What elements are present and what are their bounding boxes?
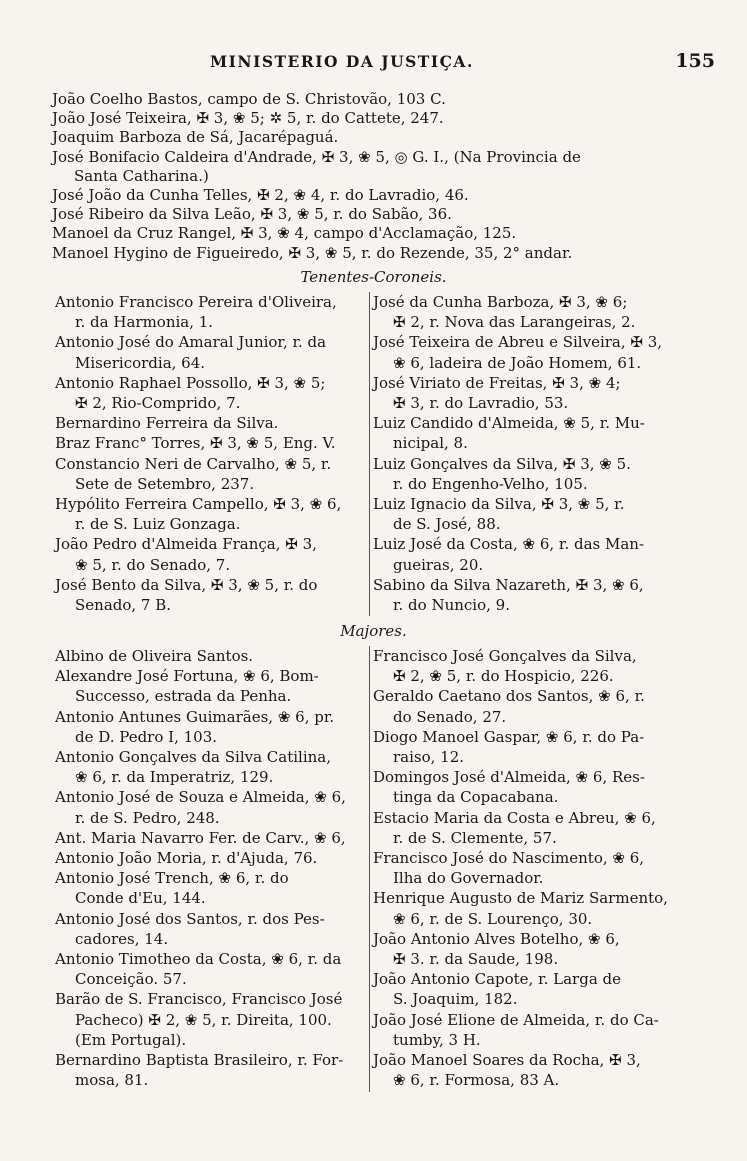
list-entry: Misericordia, 64.	[75, 353, 206, 372]
list-entry: Pacheco) ✠ 2, ❀ 5, r. Direita, 100.	[75, 1010, 332, 1029]
list-entry: Antonio João Moria, r. d'Ajuda, 76.	[55, 849, 318, 868]
list-entry: gueiras, 20.	[393, 555, 484, 574]
list-entry: José Ribeiro da Silva Leão, ✠ 3, ❀ 5, r. do Sabão, 36.	[52, 205, 452, 224]
list-entry: João Antonio Alves Botelho, ❀ 6,	[373, 929, 620, 948]
list-entry: João José Teixeira, ✠ 3, ❀ 5; ✲ 5, r. do Cattete, 247.	[52, 109, 444, 128]
list-entry: ❀ 6, ladeira de João Homem, 61.	[393, 353, 642, 372]
list-entry: de S. José, 88.	[393, 515, 501, 534]
list-entry: ✠ 2, ❀ 5, r. do Hospicio, 226.	[393, 667, 614, 686]
list-entry: tinga da Copacabana.	[393, 788, 559, 807]
list-entry: Alexandre José Fortuna, ❀ 6, Bom-	[55, 667, 319, 686]
list-entry: Constancio Neri de Carvalho, ❀ 5, r.	[55, 454, 332, 473]
list-entry: Domingos José d'Almeida, ❀ 6, Res-	[373, 768, 645, 787]
list-entry: José Bonifacio Caldeira d'Andrade, ✠ 3, ❀ 5, ◎ G. I., (Na Provincia de	[52, 147, 581, 166]
right-column	[373, 646, 695, 1090]
section-title-majores: Majores.	[340, 622, 407, 640]
list-entry: João Antonio Capote, r. Larga de	[373, 970, 622, 989]
list-entry: José da Cunha Barboza, ✠ 3, ❀ 6;	[373, 293, 628, 311]
list-entry: ✠ 3. r. da Saude, 198.	[393, 950, 559, 969]
list-entry: r. de S. Pedro, 248.	[75, 808, 220, 827]
page-number: 155	[675, 50, 715, 72]
list-entry: Antonio José de Souza e Almeida, ❀ 6,	[55, 788, 346, 807]
list-entry: Ant. Maria Navarro Fer. de Carv., ❀ 6,	[55, 828, 346, 847]
list-entry: Antonio Timotheo da Costa, ❀ 6, r. da	[55, 950, 342, 969]
list-entry: (Em Portugal).	[75, 1030, 187, 1049]
list-entry: ❀ 6, r. da Imperatriz, 129.	[75, 768, 274, 787]
list-entry: Conde d'Eu, 144.	[75, 889, 206, 908]
list-entry: ✠ 2, r. Nova das Larangeiras, 2.	[393, 313, 636, 332]
column-divider	[369, 646, 370, 1092]
list-entry: João Coelho Bastos, campo de S. Christovão, 103 C.	[52, 90, 446, 108]
list-entry: José João da Cunha Telles, ✠ 2, ❀ 4, r. do Lavradio, 46.	[52, 186, 469, 205]
list-entry: José Bento da Silva, ✠ 3, ❀ 5, r. do	[55, 575, 318, 594]
list-entry: Sabino da Silva Nazareth, ✠ 3, ❀ 6,	[373, 575, 644, 594]
list-entry: Antonio Gonçalves da Silva Catilina,	[55, 748, 332, 767]
list-entry: tumby, 3 H.	[393, 1030, 481, 1049]
list-entry: ❀ 6, r. de S. Lourenço, 30.	[393, 909, 593, 928]
list-entry: Braz Franc° Torres, ✠ 3, ❀ 5, Eng. V.	[55, 434, 336, 453]
list-entry: Diogo Manoel Gaspar, ❀ 6, r. do Pa-	[373, 727, 645, 746]
list-entry: Ilha do Governador.	[393, 869, 544, 888]
list-entry: Luiz Gonçalves da Silva, ✠ 3, ❀ 5.	[373, 454, 631, 473]
list-entry: r. da Harmonia, 1.	[75, 313, 214, 332]
list-entry: r. do Nuncio, 9.	[393, 596, 510, 615]
column-divider	[369, 292, 370, 616]
list-entry: Bernardino Baptista Brasileiro, r. For-	[55, 1051, 344, 1070]
list-entry: Bernardino Ferreira da Silva.	[55, 414, 279, 433]
list-entry: Joaquim Barboza de Sá, Jacarépaguá.	[52, 128, 339, 147]
list-entry: Antonio Raphael Possollo, ✠ 3, ❀ 5;	[55, 373, 326, 392]
list-entry: Santa Catharina.)	[74, 166, 209, 185]
list-entry: r. de S. Luiz Gonzaga.	[75, 515, 241, 534]
list-entry: Francisco José Gonçalves da Silva,	[373, 647, 637, 665]
list-entry: José Teixeira de Abreu e Silveira, ✠ 3,	[373, 333, 663, 352]
list-entry: ✠ 3, r. do Lavradio, 53.	[393, 394, 569, 413]
list-entry: João José Elione de Almeida, r. do Ca-	[373, 1010, 659, 1029]
list-entry: do Senado, 27.	[393, 707, 507, 726]
list-entry: Albino de Oliveira Santos.	[55, 647, 254, 665]
list-entry: Francisco José do Nascimento, ❀ 6,	[373, 849, 645, 868]
list-entry: Sete de Setembro, 237.	[75, 474, 255, 493]
top-entry-list	[52, 90, 692, 263]
list-entry: Antonio Francisco Pereira d'Oliveira,	[55, 293, 337, 311]
list-entry: raiso, 12.	[393, 748, 465, 767]
list-entry: ✠ 2, Rio-Comprido, 7.	[75, 394, 241, 413]
list-entry: Successo, estrada da Penha.	[75, 687, 292, 706]
list-entry: João Pedro d'Almeida França, ✠ 3,	[55, 535, 317, 554]
list-entry: nicipal, 8.	[393, 434, 468, 453]
list-entry: Luiz José da Costa, ❀ 6, r. das Man-	[373, 535, 645, 554]
list-entry: r. de S. Clemente, 57.	[393, 828, 557, 847]
list-entry: João Manoel Soares da Rocha, ✠ 3,	[373, 1051, 641, 1070]
list-entry: Barão de S. Francisco, Francisco José	[55, 990, 343, 1009]
list-entry: Senado, 7 B.	[75, 596, 172, 615]
list-entry: Estacio Maria da Costa e Abreu, ❀ 6,	[373, 808, 656, 827]
section-title-tenentes: Tenentes-Coroneis.	[300, 268, 447, 286]
list-entry: José Viriato de Freitas, ✠ 3, ❀ 4;	[373, 373, 621, 392]
list-entry: Geraldo Caetano dos Santos, ❀ 6, r.	[373, 687, 645, 706]
list-entry: Manoel da Cruz Rangel, ✠ 3, ❀ 4, campo d'Acclamação, 125.	[52, 224, 517, 243]
page-header-title: MINISTERIO DA JUSTIÇA.	[210, 52, 474, 71]
list-entry: Antonio Antunes Guimarães, ❀ 6, pr.	[55, 707, 335, 726]
list-entry: ❀ 5, r. do Senado, 7.	[75, 555, 231, 574]
list-entry: Conceição. 57.	[75, 970, 187, 989]
list-entry: Luiz Ignacio da Silva, ✠ 3, ❀ 5, r.	[373, 495, 625, 514]
right-column	[373, 292, 695, 615]
list-entry: Hypólito Ferreira Campello, ✠ 3, ❀ 6,	[55, 495, 342, 514]
list-entry: r. do Engenho-Velho, 105.	[393, 474, 588, 493]
running-header	[60, 52, 727, 74]
list-entry: S. Joaquim, 182.	[393, 990, 518, 1009]
list-entry: ❀ 6, r. Formosa, 83 A.	[393, 1071, 560, 1090]
list-entry: Luiz Candido d'Almeida, ❀ 5, r. Mu-	[373, 414, 645, 433]
left-column	[55, 646, 367, 1090]
list-entry: mosa, 81.	[75, 1071, 149, 1090]
list-entry: cadores, 14.	[75, 929, 169, 948]
list-entry: Antonio José dos Santos, r. dos Pes-	[55, 909, 325, 928]
left-column	[55, 292, 367, 615]
list-entry: de D. Pedro I, 103.	[75, 727, 218, 746]
list-entry: Antonio José do Amaral Junior, r. da	[55, 333, 327, 352]
list-entry: Henrique Augusto de Mariz Sarmento,	[373, 889, 668, 908]
list-entry: Manoel Hygino de Figueiredo, ✠ 3, ❀ 5, r. do Rezende, 35, 2° andar.	[52, 243, 573, 262]
list-entry: Antonio José Trench, ❀ 6, r. do	[55, 869, 289, 888]
